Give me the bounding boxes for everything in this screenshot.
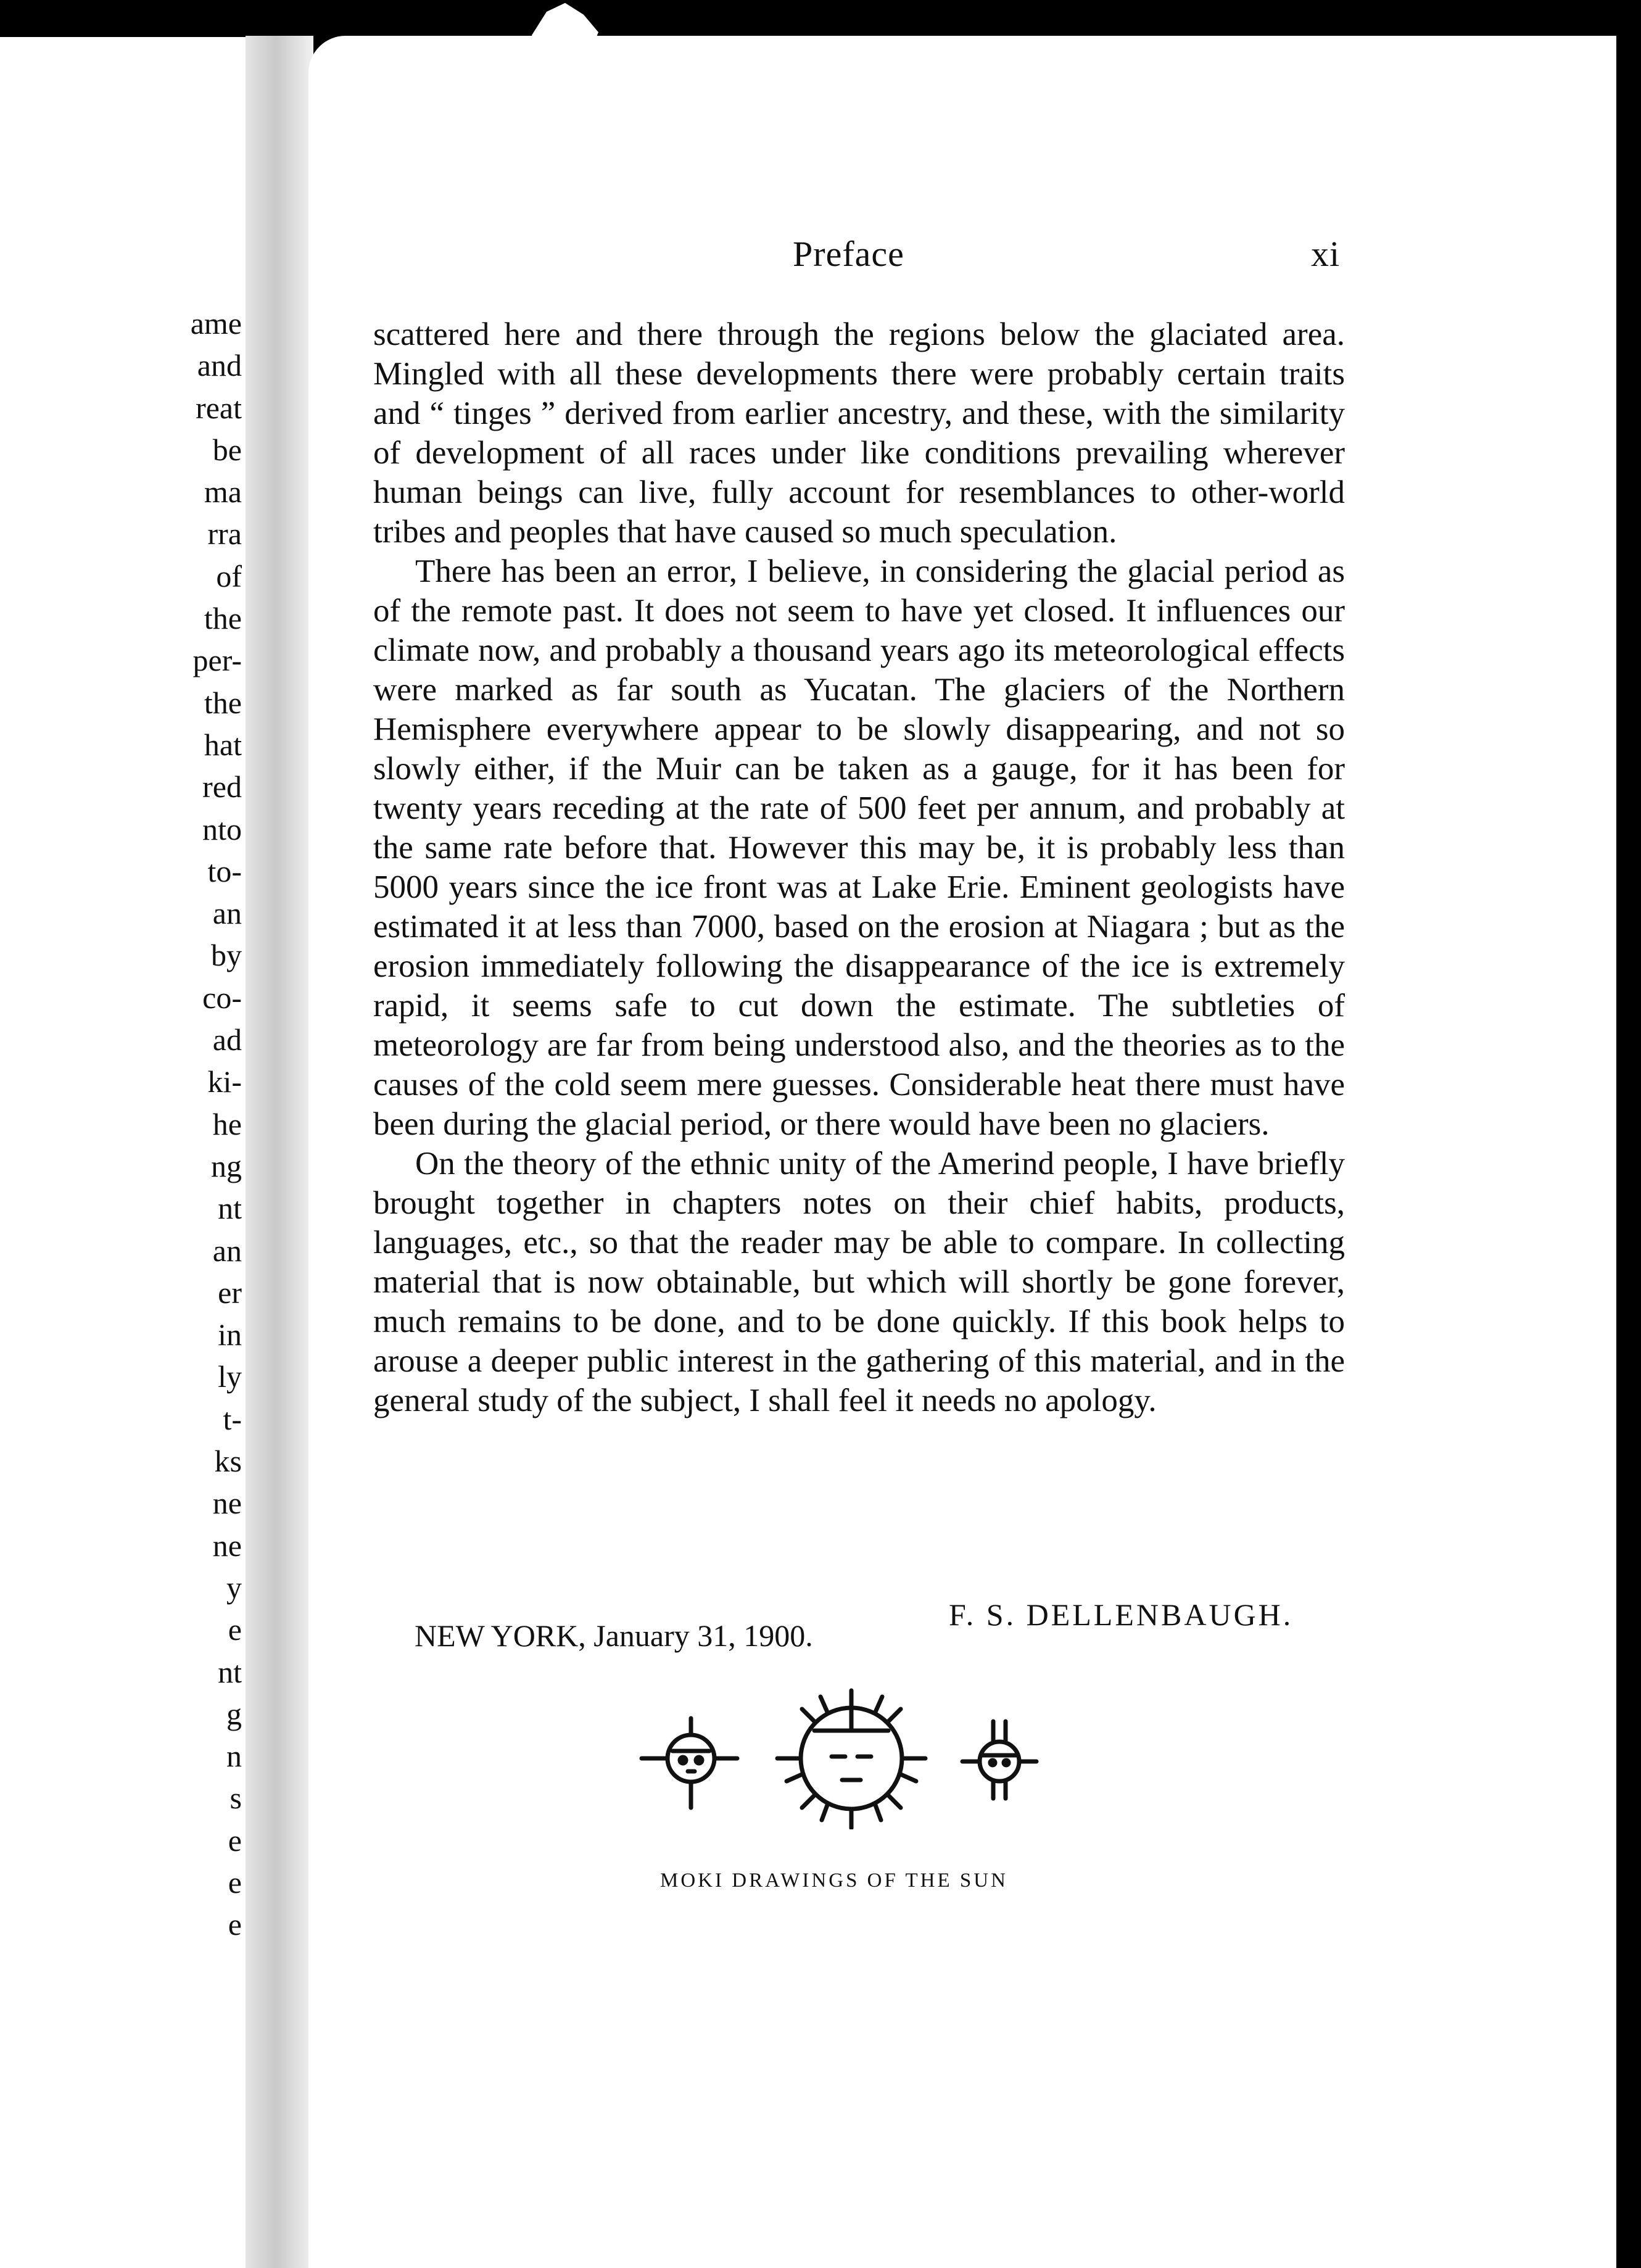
facing-page-fragment: hat (204, 727, 242, 762)
facing-page-fragment: the (204, 601, 242, 636)
facing-page-fragment: ki- (207, 1064, 242, 1099)
facing-page-edge (0, 37, 247, 2268)
facing-page-fragment: the (204, 685, 242, 720)
facing-page-fragment: ne (212, 1486, 242, 1521)
book-gutter (246, 36, 313, 2268)
facing-page-fragment: nto (202, 811, 242, 846)
facing-page-fragment: er (218, 1275, 242, 1310)
author-signature: F. S. DELLENBAUGH. (949, 1597, 1294, 1632)
running-head-title: Preface (793, 234, 904, 274)
large-sun-center (777, 1691, 925, 1828)
paragraph: There has been an error, I believe, in considering the glacial period as of the remote past. It does not seem to have yet closed. It influences our climate now, and probably a thousand years ago its meteorological effects were marked as far south as Yucatan. The glaciers of the Northern Hemisphere everywhere appear to be slowly disappearing, and not so slowly either, if the Muir can be taken as a gauge, for it has been for twenty years receding at the rate of 500 feet per annum, and probably at the same rate before that. However this may be, it is probably less than 5000 years since the ice front was at Lake Erie. Eminent geologists have estimated it at less than 7000, based on the erosion at Niagara ; but as the erosion immediately following the disappearance of the ice is extremely rapid, it seems safe to cut down the estimate. The subtleties of meteorology are far from being understood also, and the theories as to the causes of the cold seem mere guesses. Considerable heat there must have been during the glacial period, or there would have been no glaciers. (373, 553, 1345, 1142)
dateline: NEW YORK, January 31, 1900. (415, 1618, 813, 1653)
facing-page-fragment: and (197, 348, 242, 383)
facing-page-fragment: ng (211, 1148, 242, 1183)
facing-page-fragment: nt (218, 1654, 242, 1689)
facing-page-fragment: ly (218, 1359, 242, 1394)
facing-page-fragment: an (212, 1233, 242, 1268)
paragraph: scattered here and there through the regions below the glaciated area. Mingled with all these developments there were probably certain traits and “ tinges ” derived from earlier ancestry, and these, with the similarity of development of all races under like conditions prevailing wherever human beings can live, fully account for resemblances to other-world tribes and peoples that have caused so much speculation. (373, 317, 1345, 550)
facing-page-fragment: an (212, 896, 242, 931)
facing-page-fragment: e (228, 1907, 242, 1942)
small-sun-right (962, 1721, 1036, 1798)
facing-page-fragment: n (226, 1739, 242, 1774)
facing-page-fragment: ne (212, 1528, 242, 1563)
facing-page-fragment: co- (202, 980, 242, 1015)
facing-page-fragment: ks (214, 1444, 242, 1479)
facing-page-fragment: of (216, 558, 242, 594)
facing-page-fragment: ma (204, 474, 242, 510)
preface-body (373, 315, 1345, 1420)
figure-caption: MOKI DRAWINGS OF THE SUN (660, 1869, 1008, 1892)
page-number: xi (1311, 234, 1341, 274)
facing-page-fragment: e (228, 1864, 242, 1900)
facing-page-fragment: rra (207, 516, 242, 552)
paragraph: On the theory of the ethnic unity of the Amerind people, I have briefly brought together in chapters notes on their chief habits, products, languages, etc., so that the reader may be able to compare. In collecting material that is now obtainable, but which will shortly be gone forever, much remains to be done, and to be done quickly. If this book helps to arouse a deeper public interest in the gathering of this material, and in the general study of the subject, I shall feel it needs no apology. (373, 1146, 1345, 1418)
facing-page-fragment: y (226, 1570, 242, 1605)
facing-page-text-fragments (191, 302, 242, 1946)
facing-page-fragment: in (218, 1317, 242, 1352)
facing-page-fragment: reat (196, 390, 242, 425)
small-sun-left (642, 1718, 737, 1808)
facing-page-fragment: per- (192, 643, 242, 678)
facing-page-fragment: he (212, 1106, 242, 1141)
facing-page-fragment: ad (212, 1022, 242, 1057)
facing-page-fragment: to- (207, 853, 242, 888)
facing-page-fragment: g (226, 1696, 242, 1731)
facing-page-fragment: e (228, 1612, 242, 1647)
facing-page-fragment: s (229, 1781, 242, 1816)
moki-sun-drawings-illustration (635, 1687, 1067, 1829)
facing-page-fragment: be (212, 432, 242, 467)
facing-page-fragment: e (228, 1823, 242, 1858)
facing-page-fragment: ame (190, 306, 242, 341)
facing-page-fragment: by (211, 938, 242, 973)
facing-page-fragment: nt (218, 1191, 242, 1226)
facing-page-fragment: red (202, 769, 242, 805)
facing-page-fragment: t- (223, 1401, 242, 1436)
